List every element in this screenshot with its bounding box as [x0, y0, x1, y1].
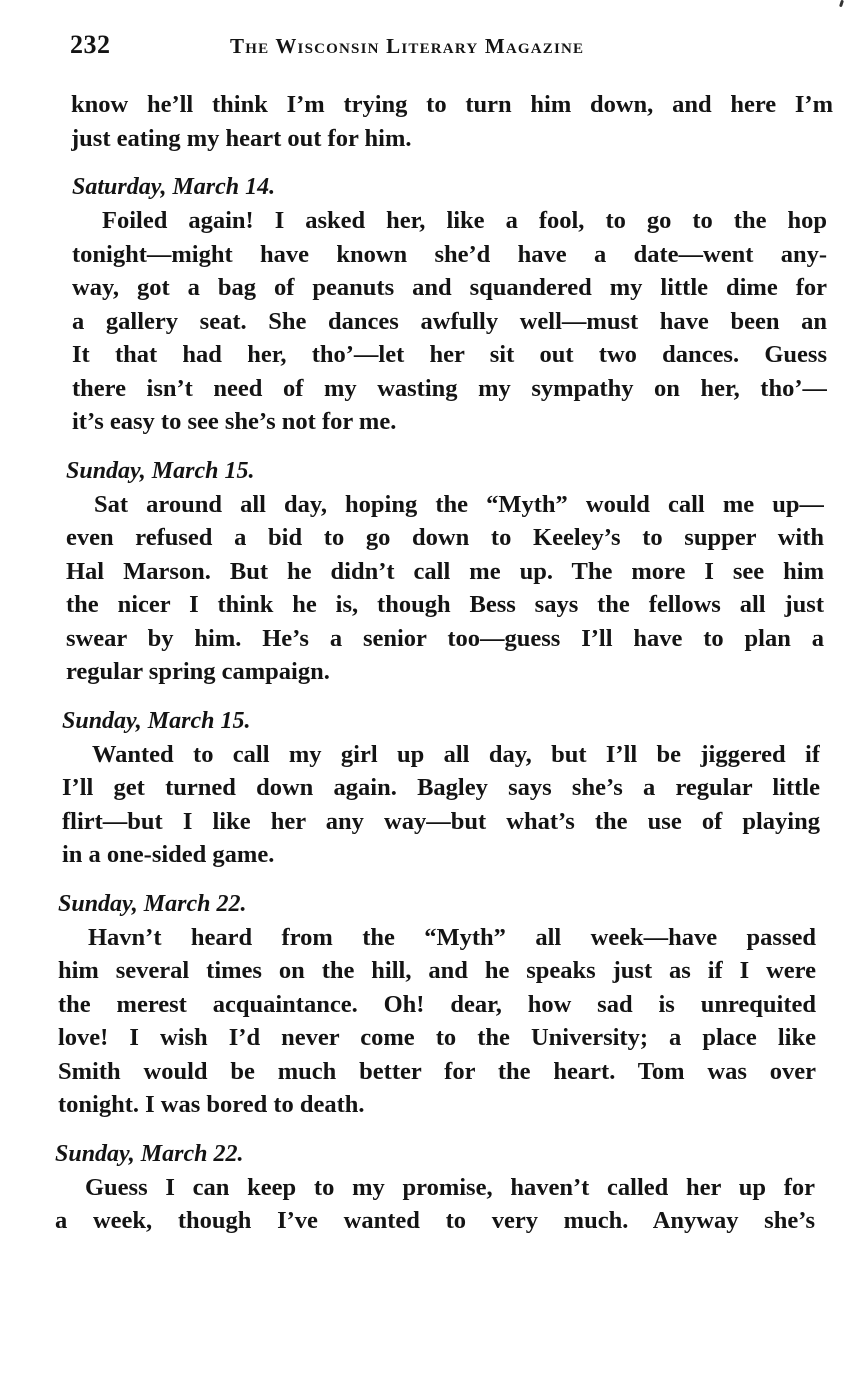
text-line: just eating my heart out for him. — [71, 124, 412, 152]
diary-entry — [0, 171, 827, 439]
text-line: flirt—but I like her any way—but what’s the use of playing — [62, 807, 820, 835]
text-line: the merest acquaintance. Oh! dear, how sad is unrequited — [58, 990, 816, 1018]
text-line: way, got a bag of peanuts and squandered my little dime for — [72, 274, 827, 301]
text-line: tonight—might have known she’d have a date—went any- — [72, 240, 827, 268]
text-line: regular spring campaign. — [66, 658, 330, 685]
diary-entry — [0, 1138, 815, 1238]
text-line: it’s easy to see she’s not for me. — [72, 408, 397, 435]
entry-date-heading: Sunday, March 15. — [66, 457, 255, 484]
entry-date-heading: Sunday, March 22. — [55, 1140, 244, 1167]
text-line: Hal Marson. But he didn’t call me up. The more I see him — [66, 557, 824, 585]
running-head — [70, 30, 770, 70]
text-line: tonight. I was bored to death. — [58, 1091, 365, 1118]
text-line: there isn’t need of my wasting my sympathy on her, tho’— — [72, 374, 827, 402]
text-line: even refused a bid to go down to Keeley’s to supper with — [66, 524, 824, 551]
text-line: I’ll get turned down again. Bagley says she’s a regular little — [62, 774, 820, 801]
text-line: Havn’t heard from the “Myth” all week—have passed — [88, 923, 816, 951]
diary-entry — [0, 888, 816, 1122]
text-line: in a one-sided game. — [62, 841, 275, 868]
text-line: love! I wish I’d never come to the University; a place like — [58, 1024, 816, 1051]
text-line: know he’ll think I’m trying to turn him down, and here I’m — [71, 91, 833, 118]
text-line: It that had her, tho’—let her sit out two dances. Guess — [72, 341, 827, 368]
text-line: Smith would be much better for the heart. Tom was over — [58, 1057, 816, 1085]
text-line: a week, though I’ve wanted to very much. Anyway she’s — [55, 1207, 815, 1234]
text-line: the nicer I think he is, though Bess says the fellows all just — [66, 591, 824, 618]
entry-date-heading: Sunday, March 15. — [62, 707, 251, 734]
scan-speck — [839, 0, 844, 7]
diary-entry — [0, 705, 820, 872]
text-line: Foiled again! I asked her, like a fool, to go to the hop — [102, 207, 827, 234]
text-line: Wanted to call my girl up all day, but I’ll be jiggered if — [92, 740, 820, 768]
entry-date-heading: Sunday, March 22. — [58, 890, 247, 917]
text-line: Guess I can keep to my promise, haven’t called her up for — [85, 1173, 815, 1201]
text-line: him several times on the hill, and he speaks just as if I were — [58, 957, 816, 984]
text-line: a gallery seat. She dances awfully well—must have been an — [72, 307, 827, 335]
page-number: 232 — [70, 30, 111, 59]
continuation-paragraph — [0, 88, 833, 155]
diary-body — [0, 88, 857, 1238]
entry-date-heading: Saturday, March 14. — [72, 174, 276, 200]
magazine-title: The Wisconsin Literary Magazine — [230, 34, 585, 58]
diary-entry — [0, 455, 824, 689]
text-line: Sat around all day, hoping the “Myth” would call me up— — [94, 490, 824, 518]
text-line: swear by him. He’s a senior too—guess I’ll have to plan a — [66, 624, 824, 652]
